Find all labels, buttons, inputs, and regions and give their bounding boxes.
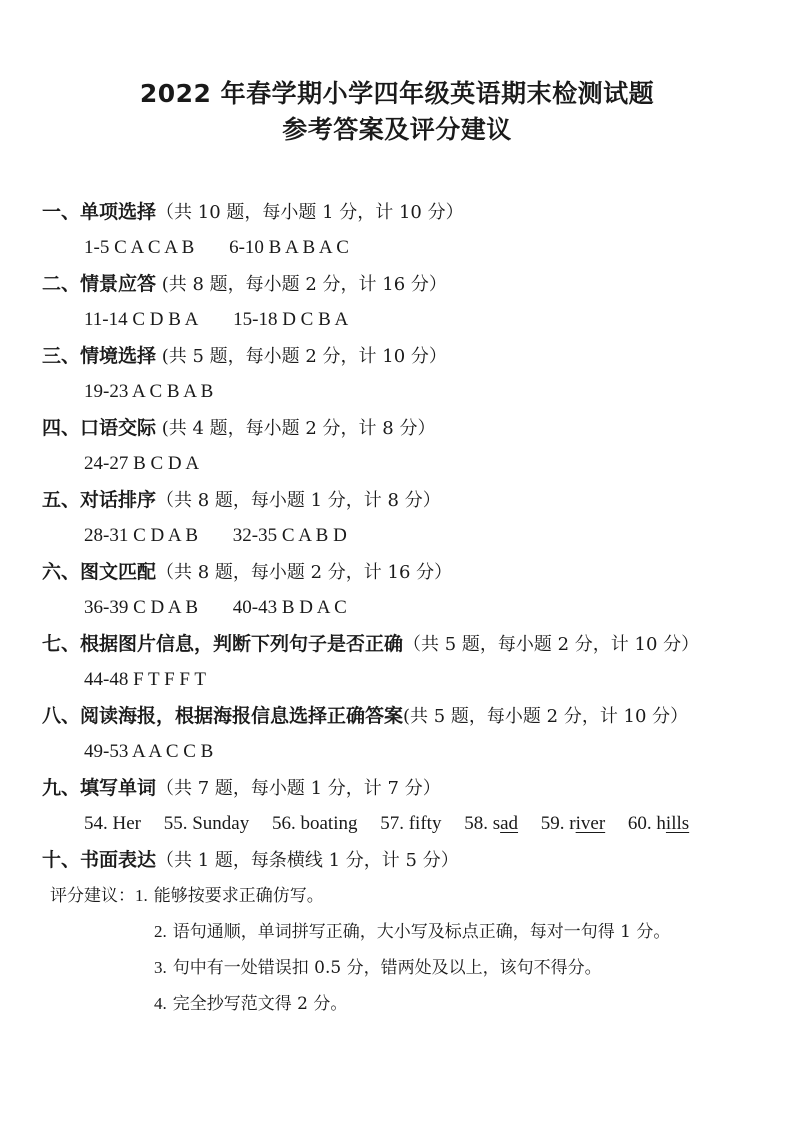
advice-number: 2. — [154, 922, 167, 941]
section-title: 八、阅读海报，根据海报信息选择正确答案 — [42, 705, 404, 727]
advice-row — [42, 914, 782, 950]
section-heading — [42, 266, 782, 302]
section-heading — [42, 626, 782, 662]
section-score-note: （共 8 题，每小题 1 分，计 8 分） — [156, 490, 441, 511]
section-heading — [42, 194, 782, 230]
section-score-note: (共 8 题，每小题 2 分，计 16 分） — [156, 274, 447, 295]
word-answer — [464, 813, 518, 834]
answer-group: 19-23 A C B A B — [84, 381, 214, 402]
advice-number: 3. — [154, 958, 167, 977]
section-title: 五、对话排序 — [42, 489, 157, 511]
section-score-note: （共 1 题，每条横线 1 分，计 5 分） — [156, 850, 459, 871]
answer-group: 44-48 F T F F T — [84, 669, 206, 690]
advice-number: 1. — [135, 886, 148, 905]
section-score-note: (共 5 题，每小题 2 分，计 10 分） — [403, 706, 689, 727]
word-text: fifty — [408, 813, 442, 834]
word-text: Sunday — [192, 813, 250, 834]
advice-row — [42, 950, 782, 986]
section-heading — [42, 698, 782, 734]
section-score-note: （共 10 题，每小题 1 分，计 10 分） — [156, 202, 464, 223]
answer-row — [42, 518, 782, 554]
word-underlined: iver — [575, 813, 606, 834]
section-score-note: （共 5 题，每小题 2 分，计 10 分） — [403, 634, 700, 655]
answer-group: 28-31 C D A B — [84, 525, 199, 546]
section-heading — [42, 410, 782, 446]
section-title: 九、填写单词 — [42, 777, 157, 799]
advice-text: 能够按要求正确仿写。 — [153, 886, 324, 906]
section-heading — [42, 842, 782, 878]
advice-text: 语句通顺，单词拼写正确，大小写及标点正确，每对一句得 1 分。 — [172, 922, 671, 942]
section-heading — [42, 338, 782, 374]
word-underlined: ills — [665, 813, 690, 834]
word-text: boating — [300, 813, 358, 834]
section-heading — [42, 482, 782, 518]
section-heading — [42, 770, 782, 806]
word-number: 57. — [380, 813, 404, 834]
word-number: 60. — [627, 813, 652, 834]
answer-group: 24-27 B C D A — [84, 453, 200, 474]
advice-number: 4. — [154, 994, 167, 1013]
word-answer-row — [42, 806, 782, 842]
word-answer — [272, 813, 358, 834]
document-title: 2022 年春学期小学四年级英语期末检测试题 — [139, 79, 655, 108]
section-score-note: (共 4 题，每小题 2 分，计 8 分） — [156, 418, 436, 439]
answer-group: 6-10 B A B A C — [229, 237, 349, 258]
section-title: 一、单项选择 — [42, 201, 157, 223]
section-score-note: （共 8 题，每小题 2 分，计 16 分） — [156, 562, 453, 583]
answer-group: 40-43 B D A C — [232, 597, 347, 618]
word-answer — [164, 813, 250, 834]
answer-row — [42, 302, 782, 338]
word-prefix: h — [656, 813, 666, 834]
advice-label: 评分建议： — [50, 886, 135, 906]
word-answer — [541, 813, 605, 834]
advice-row — [42, 878, 782, 914]
section-score-note: （共 7 题，每小题 1 分，计 7 分） — [156, 778, 441, 799]
section-score-note: (共 5 题，每小题 2 分，计 10 分） — [156, 346, 447, 367]
word-number: 56. — [271, 813, 296, 834]
advice-text: 句中有一处错误扣 0.5 分，错两处及以上，该句不得分。 — [172, 958, 602, 978]
word-answer — [84, 813, 141, 834]
word-number: 54. — [84, 813, 108, 834]
section-title: 二、情景应答 — [42, 273, 157, 295]
word-number: 59. — [540, 813, 565, 834]
answer-group: 36-39 C D A B — [84, 597, 199, 618]
word-number: 55. — [163, 813, 188, 834]
answer-row — [42, 230, 782, 266]
answer-row — [42, 662, 782, 698]
answer-group: 32-35 C A B D — [232, 525, 347, 546]
section-heading — [42, 554, 782, 590]
section-title: 四、口语交际 — [42, 417, 157, 439]
answer-group: 11-14 C D B A — [84, 309, 199, 330]
document-subtitle: 参考答案及评分建议 — [282, 115, 512, 144]
answer-content — [42, 194, 782, 1022]
advice-row — [42, 986, 782, 1022]
word-number: 58. — [464, 813, 488, 834]
section-title: 三、情境选择 — [42, 345, 157, 367]
word-answer — [380, 813, 441, 834]
answer-group: 1-5 C A C A B — [84, 237, 195, 258]
word-text: Her — [112, 813, 141, 834]
advice-text: 完全抄写范文得 2 分。 — [172, 994, 348, 1014]
answer-row — [42, 446, 782, 482]
section-title: 十、书面表达 — [42, 849, 157, 871]
word-prefix: r — [569, 813, 576, 834]
answer-row — [42, 734, 782, 770]
word-prefix: s — [492, 813, 501, 834]
answer-group: 49-53 A A C C B — [84, 741, 214, 762]
word-underlined: ad — [500, 813, 519, 834]
answer-row — [42, 590, 782, 626]
answer-row — [42, 374, 782, 410]
section-title: 六、图文匹配 — [42, 561, 157, 583]
title-block — [0, 76, 794, 148]
word-answer — [628, 813, 689, 834]
section-title: 七、根据图片信息，判断下列句子是否正确 — [42, 633, 404, 655]
answer-group: 15-18 D C B A — [233, 309, 349, 330]
